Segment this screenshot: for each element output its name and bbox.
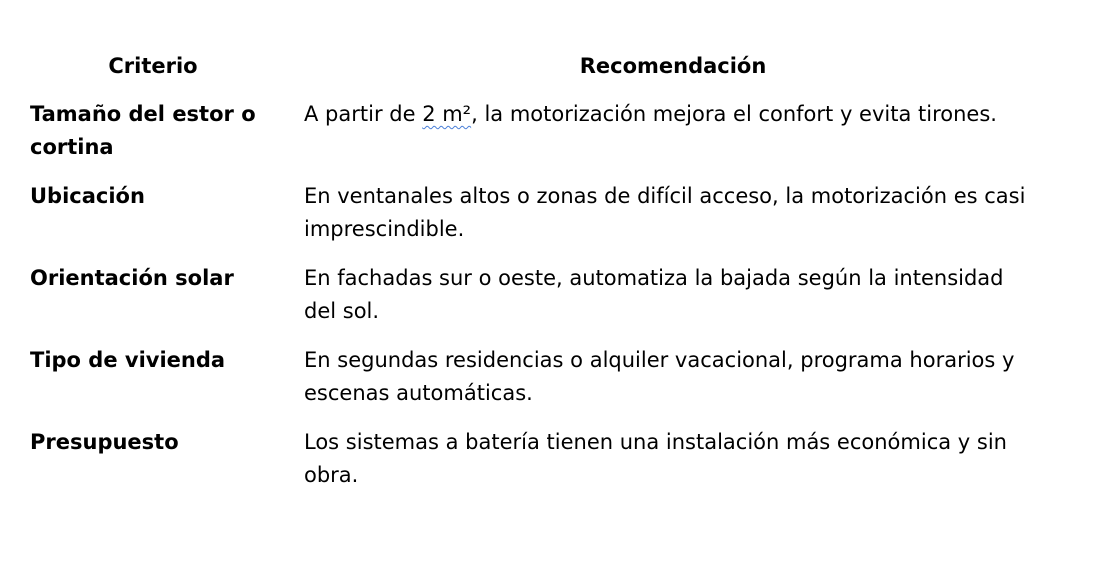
table-row [16,421,1056,503]
criterion-cell: Tamaño del estor o cortina [30,102,256,159]
recommendation-cell: En segundas residencias o alquiler vacacional, programa horarios y escenas automáticas. [304,348,1015,405]
recommendation-text: A partir de [304,102,423,126]
criterion-cell: Tipo de vivienda [30,348,226,372]
criterion-cell: Presupuesto [30,430,179,454]
document-body [16,37,1056,503]
table-row [16,339,1056,421]
recommendation-cell: En fachadas sur o oeste, automatiza la bajada según la intensidad del sol. [304,266,1004,323]
recommendation-cell [290,93,1056,175]
table-row [16,257,1056,339]
recommendation-cell: Los sistemas a batería tienen una instalación más económica y sin obra. [304,430,1007,487]
recommendation-text: , la motorización mejora el confort y evita tirones. [471,102,997,126]
recommendation-cell: En ventanales altos o zonas de difícil acceso, la motorización es casi imprescindible. [304,184,1026,241]
table-row [16,175,1056,257]
table-header-row [16,37,1056,93]
criterion-cell: Ubicación [30,184,145,208]
recommendation-table [16,37,1056,503]
header-recomendacion: Recomendación [579,54,767,78]
criterion-cell: Orientación solar [30,266,234,290]
header-criterio: Criterio [108,54,198,78]
table-row [16,93,1056,175]
spellcheck-flagged-word[interactable]: 2 m² [422,102,472,126]
